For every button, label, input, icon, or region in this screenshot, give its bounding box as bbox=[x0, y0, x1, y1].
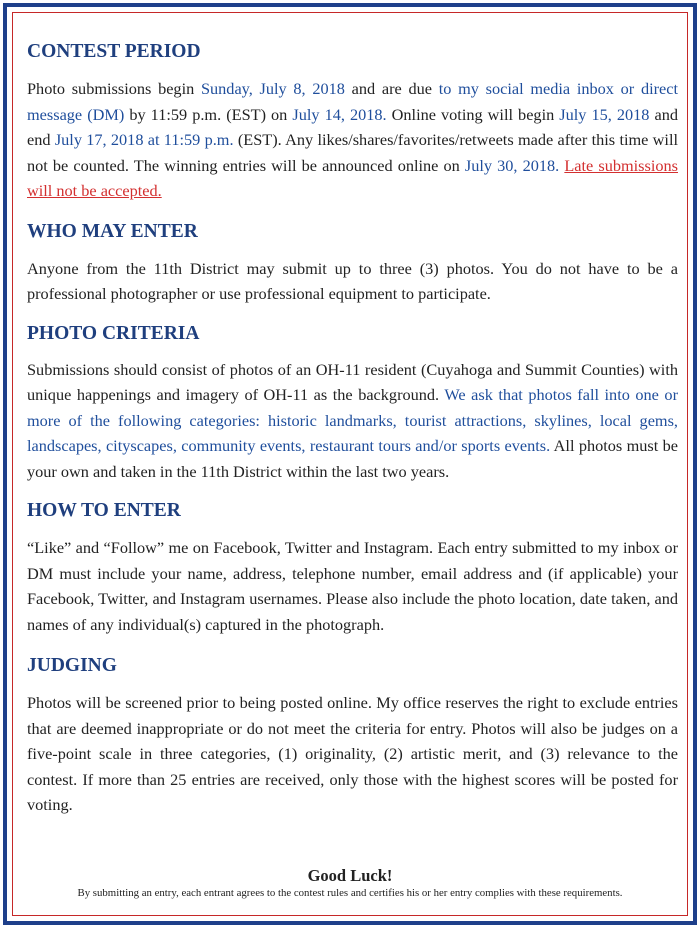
footer bbox=[20, 866, 680, 900]
cp-voting-end: July 17, 2018 at 11:59 p.m. bbox=[54, 130, 234, 149]
contest-period-heading: CONTEST PERIOD bbox=[27, 41, 201, 62]
judging-heading: JUDGING bbox=[27, 655, 117, 676]
cp-submission-channel: to my social media inbox or direct message (DM) bbox=[27, 79, 679, 124]
disclaimer: By submitting an entry, each entrant agrees to the contest rules and certifies his or her entry complies with these requirements. bbox=[77, 887, 623, 899]
cp-text-2: and are due bbox=[344, 79, 439, 98]
who-may-enter-text: Anyone from the 11th District may submit up to three (3) photos. You do not have to be a professional photographer or use professional equipment to participate. bbox=[27, 258, 678, 303]
cp-announce-date: July 30, 2018. bbox=[464, 155, 560, 175]
judging-text: Photos will be screened prior to being posted online. My office reserves the right to exclude entries that are deemed inappropriate or do not meet the criteria for entry. Photos will also be judges on a five-point scale in three categories, (1) originality, (2) artistic merit, and (3) relevance to the contest. If more than 25 entries are received, only those with the highest scores will be posted for voting. bbox=[27, 693, 678, 814]
contest-period-text bbox=[27, 76, 678, 204]
how-to-enter-text: “Like” and “Follow” me on Facebook, Twitter and Instagram. Each entry submitted to my inbox or DM must include your name, address, telephone number, email address and (if applicable) your Facebook, Twitter, and Instagram usernames. Please also include the photo location, date taken, and names of any individual(s) captured in the photograph. bbox=[27, 538, 678, 634]
cp-text-4: Online voting will begin bbox=[386, 104, 560, 124]
who-may-enter-heading: WHO MAY ENTER bbox=[27, 220, 198, 242]
cp-text-3: by 11:59 p.m. (EST) on bbox=[124, 104, 293, 124]
photo-criteria-text bbox=[27, 357, 678, 485]
pc-text-1: Submissions should consist of photos of an OH-11 resident (Cuyahoga and Summit Counties) with unique happenings and imagery of OH-11 as the background. bbox=[27, 359, 678, 404]
cp-voting-start: July 15, 2018 bbox=[559, 104, 650, 124]
document-body bbox=[27, 40, 678, 818]
cp-due-date: July 14, 2018. bbox=[292, 104, 387, 124]
cp-text-6: (EST). Any likes/shares/favorites/retweets made after this time will not be counted. The winning entries will be announced online on bbox=[27, 130, 679, 175]
good-luck: Good Luck! bbox=[307, 866, 393, 885]
photo-criteria-heading: PHOTO CRITERIA bbox=[27, 322, 200, 344]
pc-text-2: All photos must be your own and taken in the 11th District within the last two years. bbox=[27, 436, 679, 481]
cp-late-warning: Late submissions will not be accepted. bbox=[27, 155, 678, 200]
how-to-enter-heading: HOW TO ENTER bbox=[27, 500, 181, 521]
cp-start-date: Sunday, July 8, 2018 bbox=[200, 79, 345, 98]
cp-text-1: Photo submissions begin bbox=[27, 79, 201, 98]
pc-categories: We ask that photos fall into one or more of the following categories: historic landmarks, tourist attractions, skylines, local gems, landscapes, cityscapes, community events, restaurant tours and/or sports events. bbox=[27, 385, 678, 455]
cp-text-5: and end bbox=[27, 104, 678, 149]
